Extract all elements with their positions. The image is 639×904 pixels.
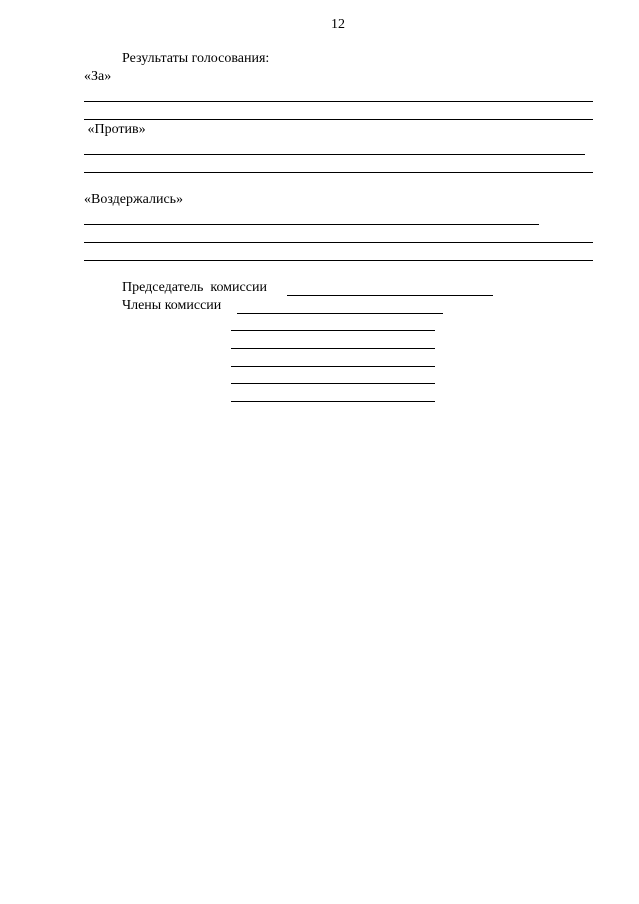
votes-for-line: [84, 119, 593, 120]
votes-against-line: [84, 172, 593, 173]
votes-abstained-line: [84, 242, 593, 243]
member-signature-line: [231, 330, 435, 331]
votes-for-label: «За»: [84, 69, 112, 84]
member-signature-line: [231, 383, 435, 384]
votes-abstained-line: [84, 260, 593, 261]
member-signature-line: [231, 401, 435, 402]
page-number: 12: [331, 17, 345, 32]
votes-against-line: [84, 154, 585, 155]
votes-for-line: [84, 101, 593, 102]
results-heading: Результаты голосования:: [122, 51, 270, 66]
chairman-signature-line: [287, 295, 493, 296]
votes-against-label: «Против»: [84, 122, 146, 137]
members-label: Члены комиссии: [122, 298, 222, 313]
votes-abstained-line: [84, 224, 539, 225]
member-signature-line: [231, 348, 435, 349]
votes-abstained-label: «Воздержались»: [84, 192, 184, 207]
member-signature-line: [237, 313, 443, 314]
chairman-label: Председатель комиссии: [122, 280, 267, 295]
member-signature-line: [231, 366, 435, 367]
